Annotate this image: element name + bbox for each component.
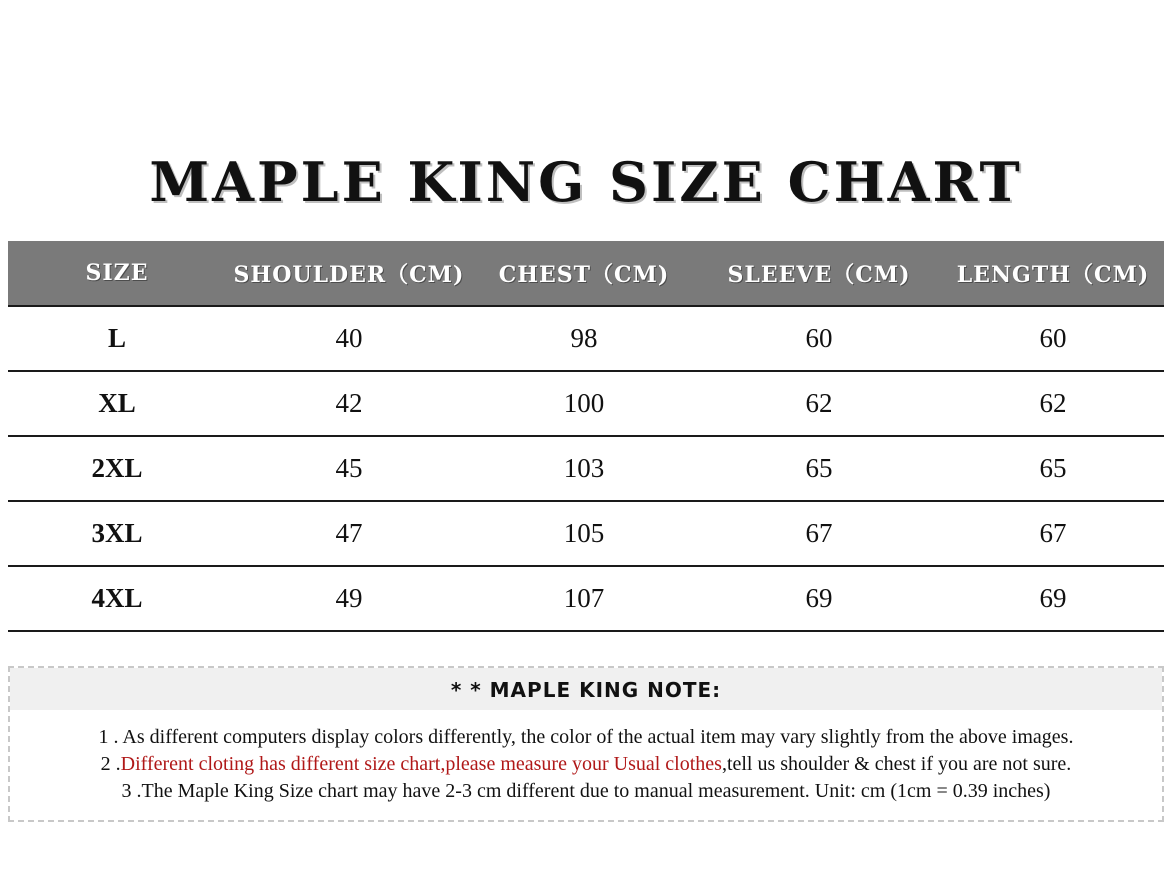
cell-size: 4XL bbox=[8, 566, 226, 631]
note-title: * * MAPLE KING NOTE: bbox=[10, 668, 1162, 710]
cell-size: XL bbox=[8, 371, 226, 436]
header-chest: CHEST（CM) bbox=[472, 241, 696, 306]
cell-chest: 100 bbox=[472, 371, 696, 436]
size-chart-table bbox=[8, 241, 1164, 632]
cell-size: 3XL bbox=[8, 501, 226, 566]
table-row bbox=[8, 371, 1164, 436]
cell-shoulder: 47 bbox=[226, 501, 472, 566]
cell-sleeve: 62 bbox=[696, 371, 942, 436]
note-line-3: 3 .The Maple King Size chart may have 2-3 cm different due to manual measurement. Unit: cm (1cm = 0.39 inches) bbox=[121, 780, 1051, 802]
cell-length: 60 bbox=[942, 306, 1164, 371]
table-header-row bbox=[8, 241, 1164, 306]
table-row bbox=[8, 566, 1164, 631]
cell-shoulder: 45 bbox=[226, 436, 472, 501]
header-size: SIZE bbox=[8, 241, 226, 306]
note-line-1: 1 . As different computers display colors differently, the color of the actual item may vary slightly from the above images. bbox=[98, 726, 1074, 748]
cell-length: 62 bbox=[942, 371, 1164, 436]
cell-length: 69 bbox=[942, 566, 1164, 631]
cell-sleeve: 69 bbox=[696, 566, 942, 631]
cell-length: 65 bbox=[942, 436, 1164, 501]
note-box bbox=[8, 666, 1164, 822]
cell-sleeve: 60 bbox=[696, 306, 942, 371]
page-title: MAPLE KING SIZE CHART bbox=[149, 150, 1023, 214]
cell-shoulder: 42 bbox=[226, 371, 472, 436]
table-row bbox=[8, 501, 1164, 566]
cell-chest: 107 bbox=[472, 566, 696, 631]
note-line-2-highlight: Different cloting has different size chart,please measure your Usual clothes bbox=[120, 753, 722, 775]
cell-chest: 103 bbox=[472, 436, 696, 501]
note-line-2-suffix: ,tell us shoulder & chest if you are not sure. bbox=[721, 753, 1072, 775]
header-length: LENGTH（CM) bbox=[942, 241, 1164, 306]
header-sleeve: SLEEVE（CM) bbox=[696, 241, 942, 306]
cell-length: 67 bbox=[942, 501, 1164, 566]
cell-chest: 98 bbox=[472, 306, 696, 371]
cell-sleeve: 65 bbox=[696, 436, 942, 501]
table-row bbox=[8, 306, 1164, 371]
header-shoulder: SHOULDER（CM) bbox=[226, 241, 472, 306]
cell-size: L bbox=[8, 306, 226, 371]
note-line-2 bbox=[10, 751, 1162, 778]
cell-sleeve: 67 bbox=[696, 501, 942, 566]
cell-shoulder: 40 bbox=[226, 306, 472, 371]
note-line-2-prefix: 2 . bbox=[100, 753, 121, 775]
cell-size: 2XL bbox=[8, 436, 226, 501]
cell-shoulder: 49 bbox=[226, 566, 472, 631]
note-lines bbox=[10, 710, 1162, 805]
cell-chest: 105 bbox=[472, 501, 696, 566]
table-row bbox=[8, 436, 1164, 501]
